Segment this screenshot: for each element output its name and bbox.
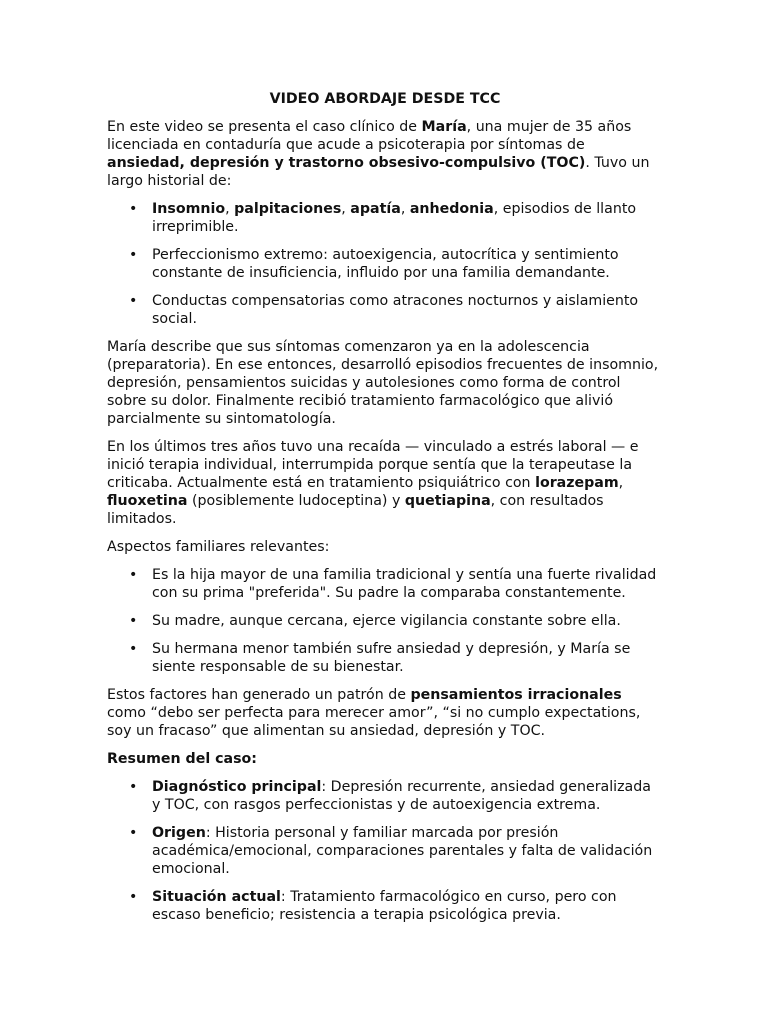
- summary-heading: [107, 750, 663, 768]
- summary-label: Origen: [152, 825, 206, 841]
- bold-term: Insomnio: [152, 201, 226, 217]
- list-item-text: , episodios de llanto irreprimible.: [152, 201, 637, 235]
- separator: ,: [341, 201, 351, 217]
- separator: ,: [400, 201, 410, 217]
- drug-name: lorazepam: [535, 475, 619, 491]
- paragraph-text: (posiblemente ludoceptina) y: [187, 493, 405, 509]
- paragraph-text: En los últimos tres años tuvo una recaída — vinculado a estrés laboral — e inició terapia individual, interrumpida porque sentía que la terapeutase la criticaba. Actualmente está en tratamiento psiquiátrico con: [107, 439, 639, 491]
- bold-term: anhedonia: [409, 201, 494, 217]
- bold-term: apatía: [350, 201, 401, 217]
- summary-label: Situación actual: [152, 889, 281, 905]
- paragraph-text: Estos factores han generado un patrón de: [107, 687, 411, 703]
- intro-paragraph: [107, 118, 663, 190]
- patient-name: María: [421, 119, 467, 135]
- family-heading: Aspectos familiares relevantes:: [107, 539, 330, 555]
- patterns-paragraph: [107, 686, 663, 740]
- intro-text: , una mujer de 35 años licenciada en contaduría que acude a psicoterapia por síntomas de: [107, 119, 632, 153]
- intro-text: . Tuvo un largo historial de:: [107, 155, 650, 189]
- separator: ,: [225, 201, 235, 217]
- list-item: • Su madre, aunque cercana, ejerce vigilancia constante sobre ella.: [152, 612, 663, 630]
- drug-name: fluoxetina: [107, 493, 188, 509]
- list-item: [152, 200, 663, 236]
- list-item: [152, 824, 663, 878]
- list-item: • Su hermana menor también sufre ansiedad y depresión, y María se siente responsable de su bienestar.: [152, 640, 663, 676]
- relapse-paragraph: [107, 438, 663, 528]
- summary-list: [107, 778, 663, 924]
- document-title: VIDEO ABORDAJE DESDE TCC: [269, 91, 501, 107]
- family-list: [107, 566, 663, 676]
- summary-heading-text: Resumen del caso:: [107, 751, 257, 767]
- summary-label: Diagnóstico principal: [152, 779, 322, 795]
- symptoms-bold: ansiedad, depresión y trastorno obsesivo-compulsivo (TOC): [107, 155, 586, 171]
- drug-name: quetiapina: [404, 493, 491, 509]
- paragraph-text: ,: [618, 475, 624, 491]
- paragraph-text: , con resultados limitados.: [107, 493, 604, 527]
- list-item: [152, 778, 663, 814]
- bold-term: palpitaciones: [234, 201, 342, 217]
- summary-text: : Tratamiento farmacológico en curso, pero con escaso beneficio; resistencia a terapia psicológica previa.: [152, 889, 617, 923]
- summary-text: : Depresión recurrente, ansiedad generalizada y TOC, con rasgos perfeccionistas y de autoexigencia extrema.: [152, 779, 651, 813]
- bold-term: pensamientos irracionales: [410, 687, 622, 703]
- list-item: • Es la hija mayor de una familia tradicional y sentía una fuerte rivalidad con su prima "preferida". Su padre la comparaba constantemente.: [152, 566, 663, 602]
- list-item: [152, 888, 663, 924]
- adolescence-paragraph: María describe que sus síntomas comenzaron ya en la adolescencia (preparatoria). En ese entonces, desarrolló episodios frecuentes de insomnio, depresión, pensamientos suicidas y autolesiones como forma de control sobre su dolor. Finalmente recibió tratamiento farmacológico que alivió parcialmente su sintomatología.: [107, 339, 659, 427]
- intro-text: En este video se presenta el caso clínico de: [107, 119, 422, 135]
- summary-text: : Historia personal y familiar marcada por presión académica/emocional, comparaciones parentales y falta de validación emocional.: [152, 825, 653, 877]
- list-item: • Perfeccionismo extremo: autoexigencia, autocrítica y sentimiento constante de insuficiencia, influido por una familia demandante.: [152, 246, 663, 282]
- list-item: • Conductas compensatorias como atracones nocturnos y aislamiento social.: [152, 292, 663, 328]
- document-page: [107, 90, 663, 934]
- history-list: [107, 200, 663, 328]
- paragraph-text: como “debo ser perfecta para merecer amor”, “si no cumplo expectations, soy un fracaso” que alimentan su ansiedad, depresión y TOC.: [107, 705, 641, 739]
